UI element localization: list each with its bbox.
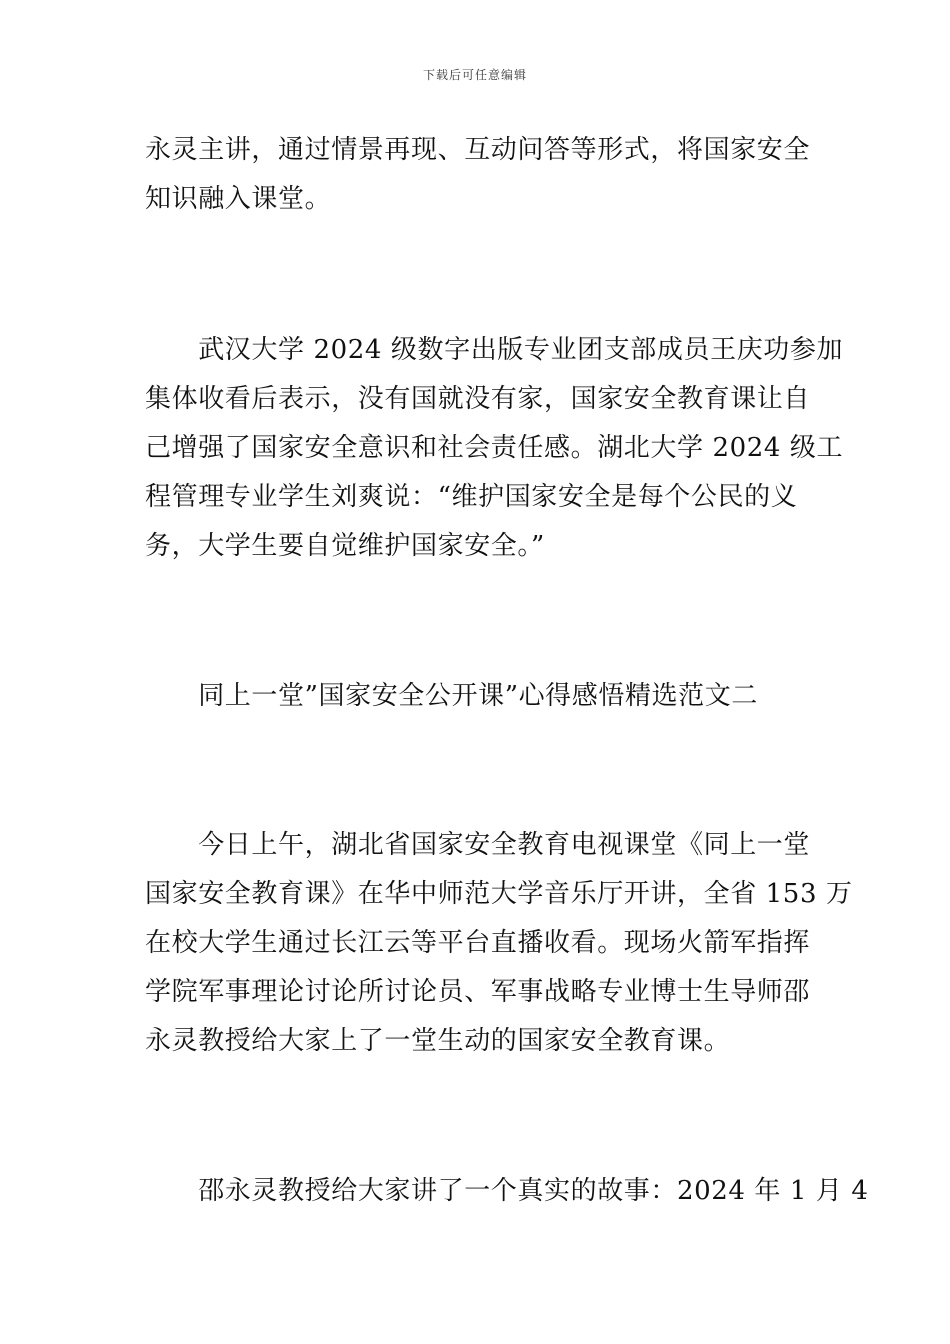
heading-line: 同上一堂”国家安全公开课”心得感悟精选范文二 [145,681,758,711]
text-line: 学院军事理论讨论所讨论员、军事战略专业博士生导师邵 [145,977,811,1007]
page-header: 下载后可任意编辑 [422,68,527,82]
text-line: 程管理专业学生刘爽说：“维护国家安全是每个公民的义 [145,482,798,512]
text-line: 永灵教授给大家上了一堂生动的国家安全教育课。 [145,1026,731,1056]
text-line: 永灵主讲，通过情景再现、互动问答等形式，将国家安全 [145,135,811,165]
text-line: 国家安全教育课》在华中师范大学音乐厅开讲，全省 153 万 [145,879,853,909]
text-line: 集体收看后表示，没有国就没有家，国家安全教育课让自 [145,384,811,414]
text-line: 邵永灵教授给大家讲了一个真实的故事：2024 年 1 月 4 [145,1176,869,1206]
text-line: 务，大学生要自觉维护国家安全。” [145,531,545,561]
text-line: 知识融入课堂。 [145,184,332,214]
text-line: 武汉大学 2024 级数字出版专业团支部成员王庆功参加 [145,335,844,365]
text-line: 今日上午，湖北省国家安全教育电视课堂《同上一堂 [145,830,811,860]
text-line: 己增强了国家安全意识和社会责任感。湖北大学 2024 级工 [145,433,844,463]
text-line: 在校大学生通过长江云等平台直播收看。现场火箭军指挥 [145,928,811,958]
